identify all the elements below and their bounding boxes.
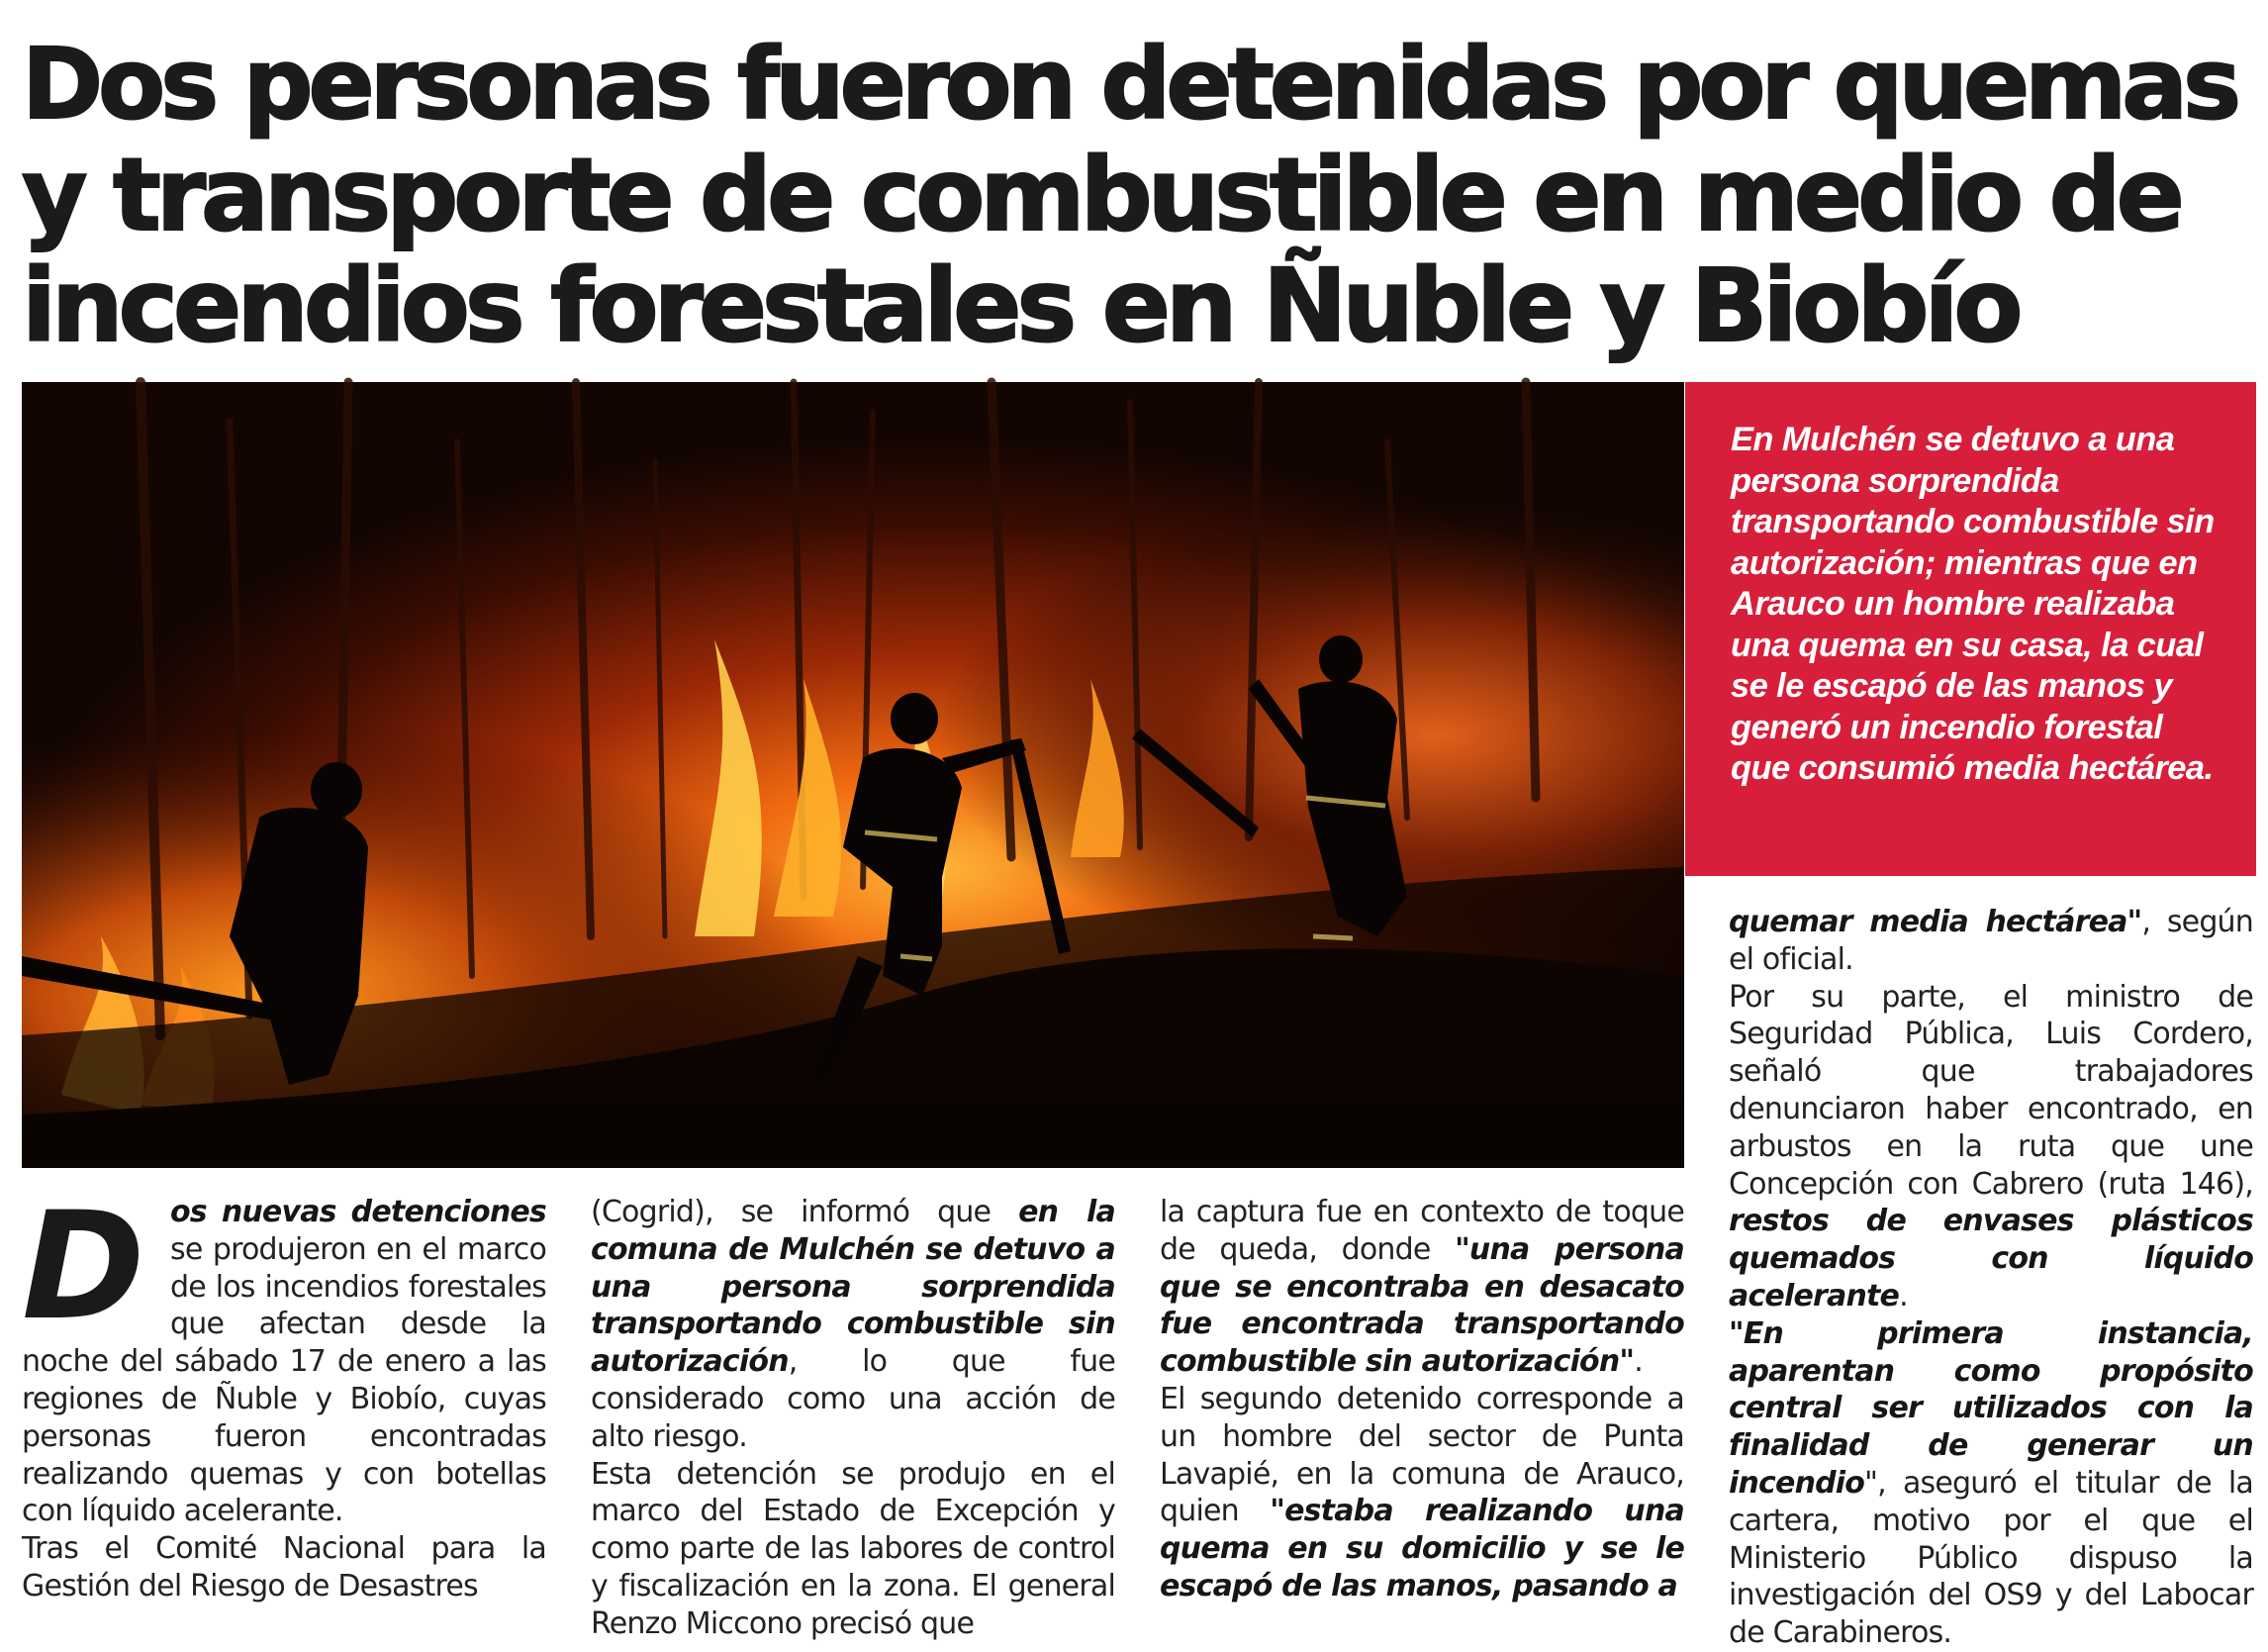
paragraph-text: ", aseguró el titular de la cartera, motivo por el que el Ministerio Público dispuso la investigación del OS9 y del Labocar de Carabineros. (1729, 1465, 2253, 1651)
headline-line-3: incendios forestales en Ñuble y Biobío (22, 247, 2019, 365)
paragraph-text: la captura fue en contexto de toque de queda, donde (1160, 1195, 1684, 1267)
wildfire-photo (22, 382, 1684, 1168)
emphasis: restos de envases plásticos quemados con líquido acelerante (1729, 1204, 2253, 1313)
paragraph-text: . (1899, 1278, 1908, 1313)
paragraph (1729, 904, 2253, 979)
paragraph-text: . (1634, 1344, 1644, 1380)
paragraph: Tras el Comité Nacional para la Gestión del Riesgo de Desastres (22, 1531, 546, 1603)
paragraph (1160, 1194, 1684, 1381)
pull-quote-text: En Mulchén se detuvo a una persona sorprendida transportando combustible sin autorización; mientras que en Arauco un hombre realizaba una quema en su casa, la cual se le escapó de las manos y generó un incendio forestal que consumió media hectárea. (1731, 421, 2215, 787)
article-column-1 (22, 1181, 546, 1617)
article-column-2 (591, 1194, 1115, 1641)
quote-emphasis: "En primera instancia, aparentan como propósito central ser utilizados con la finalidad de generar un incendio (1729, 1315, 2253, 1501)
paragraph-text: se produjeron en el marco de los incendios forestales que afectan desde la noche del sábado 17 de enero a las regiones de Ñuble y Biobío, cuyas personas fueron encontradas realizando quemas y con botellas con líquido acelerante. (22, 1231, 546, 1529)
emphasis: en la comuna de Mulchén se detuvo a una persona sorprendida transportando combustible sin autorización (591, 1195, 1115, 1380)
quote-emphasis: "una persona que se encontraba en desacato fue encontrada transportando combustible sin autorización" (1160, 1231, 1684, 1380)
paragraph: Esta detención se produjo en el marco del Estado de Excepción y como parte de las labores de control y fiscalización en la zona. El general Renzo Miccono precisó que (591, 1456, 1115, 1641)
paragraph-text: El segundo detenido corresponde a un hombre del sector de Punta Lavapié, en la comuna de Arauco, quien (1160, 1381, 1684, 1529)
paragraph-text: , lo que fue considerado como una acción de alto riesgo. (591, 1344, 1115, 1454)
paragraph-text: Por su parte, el ministro de Seguridad Pública, Luis Cordero, señaló que trabajadores denunciaron haber encontrado, en arbustos en la ruta que une Concepción con Cabrero (ruta 146), (1729, 979, 2253, 1202)
article-column-3 (1160, 1194, 1684, 1617)
headline (22, 28, 2248, 365)
headline-line-2: y transporte de combustible en medio de (22, 137, 2180, 254)
paragraph (591, 1194, 1115, 1456)
paragraph (1729, 1315, 2253, 1652)
lead-in: os nuevas detenciones (170, 1195, 546, 1229)
paragraph (1729, 979, 2253, 1315)
quote-emphasis: "estaba realizando una quema en su domicilio y se le escapó de las manos, pasando a (1160, 1494, 1684, 1603)
drop-cap: D (22, 1181, 142, 1353)
quote-emphasis: quemar media hectárea" (1729, 905, 2142, 939)
headline-line-1: Dos personas fueron detenidas por quemas (22, 28, 2237, 142)
paragraph-text: (Cogrid), se informó que (591, 1195, 1019, 1229)
paragraph (1160, 1381, 1684, 1605)
pull-quote (1685, 382, 2256, 876)
article-column-4 (1729, 904, 2253, 1651)
paragraph-text: , según el oficial. (1729, 905, 2253, 977)
